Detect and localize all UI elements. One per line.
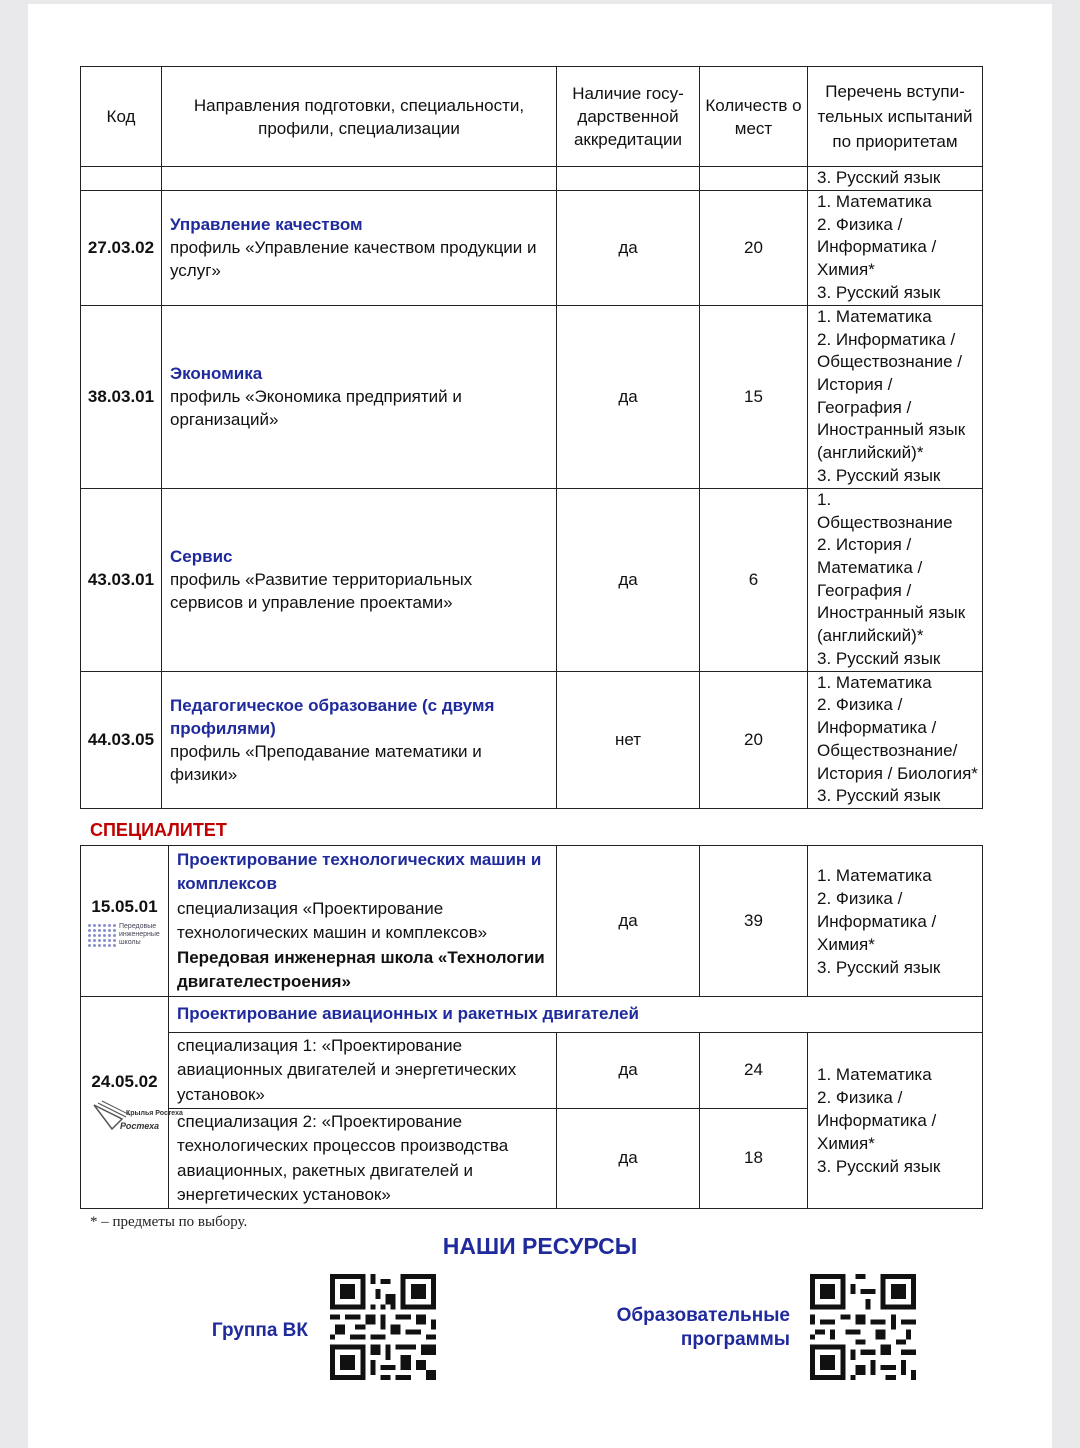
row-accreditation: да	[557, 1033, 700, 1109]
row-accreditation: да	[557, 488, 700, 671]
qr-code-icon[interactable]	[330, 1274, 436, 1380]
header-exams: Перечень вступи-тельных испытаний по приоритетам	[808, 67, 983, 167]
qr-code-icon[interactable]	[810, 1274, 916, 1380]
row-code: 15.05.01	[91, 896, 158, 916]
row-exams: 1. Математика 2. Информатика / Обществознание / История / География / Иностранный язык (английский)* 3. Русский язык	[808, 305, 983, 488]
row-places: 6	[700, 488, 808, 671]
table-row-carry	[81, 167, 983, 191]
row-exams: 1. Математика 2. Физика / Информатика / Химия* 3. Русский язык	[808, 1033, 983, 1209]
edu-programs-label[interactable]: Образовательные программы	[616, 1305, 790, 1350]
direction-profile: профиль «Развитие территориальных сервисов и управление проектами»	[170, 570, 473, 613]
direction-school: Передовая инженерная школа «Технологии двигателестроения»	[177, 947, 545, 991]
row-direction	[162, 671, 557, 808]
row-accreditation: нет	[557, 671, 700, 808]
direction-title: Сервис	[170, 547, 233, 567]
footnote: * – предметы по выбору.	[90, 1214, 248, 1230]
direction-specialization: специализация «Проектирование технологических машин и комплексов»	[177, 898, 488, 942]
table-header-row	[81, 67, 983, 167]
row-accreditation: да	[557, 305, 700, 488]
row-code-cell	[81, 997, 183, 1209]
row-direction	[169, 846, 557, 997]
peis-logo-text: Передовые инженерные школы	[119, 923, 160, 947]
row-direction	[162, 305, 557, 488]
row-exams: 1. Математика 2. Физика / Информатика / Химия* 3. Русский язык	[808, 846, 983, 997]
table-row	[81, 997, 983, 1033]
row-places: 20	[700, 190, 808, 305]
direction-title: Управление качеством	[170, 215, 363, 235]
row-places: 39	[700, 846, 808, 997]
table-row	[81, 1033, 983, 1109]
row-code-cell	[81, 846, 169, 997]
header-code: Код	[81, 67, 162, 167]
header-direction: Направления подготовки, специальности, профили, специализации	[162, 67, 557, 167]
row-exams: 1. Математика 2. Физика / Информатика / Химия* 3. Русский язык	[808, 190, 983, 305]
resources-title: НАШИ РЕСУРСЫ	[442, 1233, 638, 1259]
row-code: 24.05.02	[91, 1072, 158, 1092]
row-places: 24	[700, 1033, 808, 1109]
table-row	[81, 190, 983, 305]
table-row	[81, 488, 983, 671]
specialitet-table	[80, 845, 983, 1209]
rostec-wings-logo-icon	[83, 1099, 183, 1135]
svg-text:Крылья Ростеха: Крылья Ростеха	[125, 1109, 183, 1117]
svg-text:Ростеха: Ростеха	[119, 1120, 159, 1131]
direction-profile: профиль «Управление качеством продукции и услуг»	[170, 238, 537, 281]
bachelor-table	[80, 66, 983, 809]
row-accreditation: да	[557, 1109, 700, 1209]
vk-group-label[interactable]: Группа ВК	[211, 1320, 308, 1341]
row-code: 43.03.01	[81, 488, 162, 671]
document-page	[28, 4, 1052, 1448]
row-exams: 1. Математика 2. Физика / Информатика / Обществознание/ История / Биология* 3. Русский язык	[808, 671, 983, 808]
row-places: 15	[700, 305, 808, 488]
table-row	[81, 846, 983, 997]
row-code: 38.03.01	[81, 305, 162, 488]
row-accreditation: да	[557, 190, 700, 305]
row-places: 20	[700, 671, 808, 808]
row-code: 27.03.02	[81, 190, 162, 305]
row-code: 44.03.05	[81, 671, 162, 808]
table-row	[81, 671, 983, 808]
direction-title-cell	[169, 997, 983, 1033]
row-exams: 1. Обществознание 2. История / Математика / География / Иностранный язык (английский)* 3. Русский язык	[808, 488, 983, 671]
peis-logo-icon	[83, 923, 166, 947]
direction-title: Проектирование технологических машин и комплексов	[177, 849, 542, 893]
table-row	[81, 305, 983, 488]
row-specialization: специализация 1: «Проектирование авиационных двигателей и энергетических установок»	[169, 1033, 557, 1109]
header-accreditation: Наличие госу-дарственной аккредитации	[557, 67, 700, 167]
carry-exam: 3. Русский язык	[808, 167, 983, 191]
row-direction	[162, 190, 557, 305]
direction-profile: профиль «Экономика предприятий и организаций»	[170, 387, 462, 430]
header-places: Количеств о мест	[700, 67, 808, 167]
row-accreditation: да	[557, 846, 700, 997]
row-places: 18	[700, 1109, 808, 1209]
direction-profile: профиль «Преподавание математики и физики»	[170, 741, 482, 784]
section-title-specialitet: СПЕЦИАЛИТЕТ	[90, 820, 227, 840]
direction-title: Педагогическое образование (с двумя профилями)	[170, 695, 495, 738]
row-direction	[162, 488, 557, 671]
direction-title: Экономика	[170, 364, 263, 384]
row-specialization: специализация 2: «Проектирование технологических процессов производства авиационных, ракетных двигателей и энергетических установок»	[169, 1109, 557, 1209]
direction-title: Проектирование авиационных и ракетных двигателей	[177, 1004, 639, 1024]
